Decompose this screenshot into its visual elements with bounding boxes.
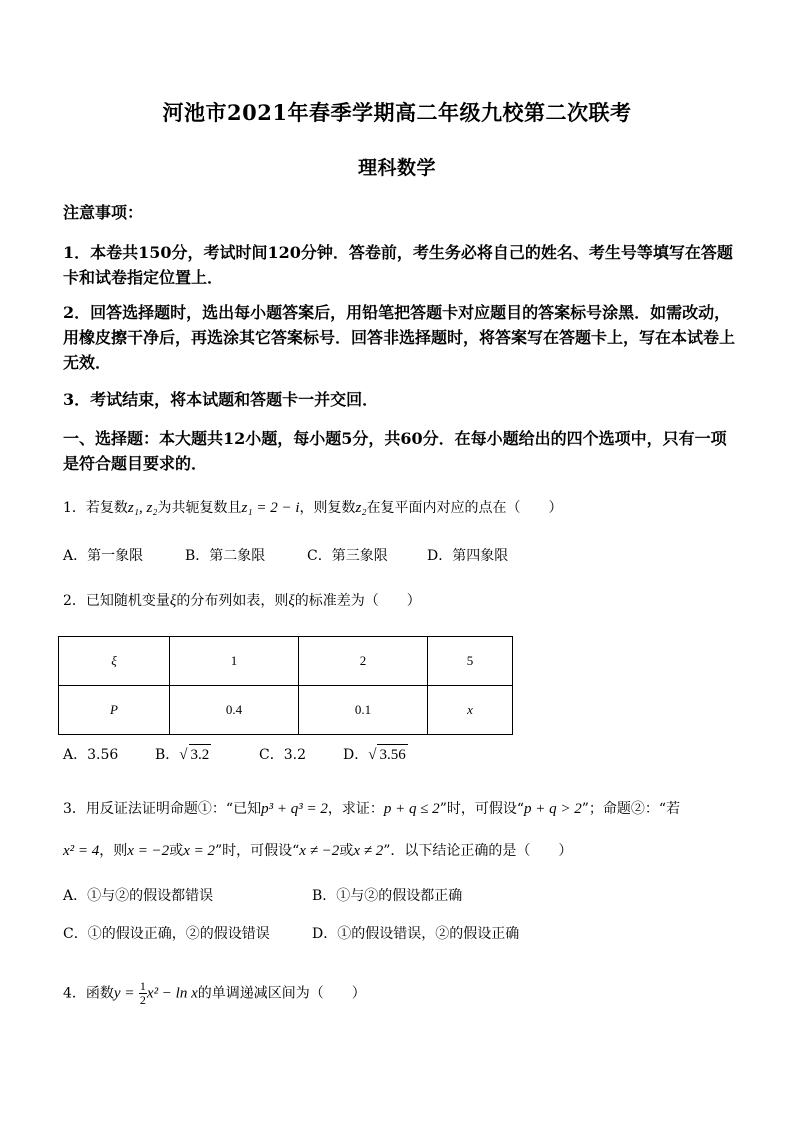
q3-math: p³ + q³ = 2 bbox=[261, 801, 328, 817]
q1-vars: z₁, z₂ bbox=[127, 500, 158, 516]
q1-mid2: ，则复数 bbox=[299, 500, 356, 516]
q1-equation: z₁ = 2 − i bbox=[241, 500, 300, 516]
q4-denominator: 2 bbox=[139, 993, 146, 1007]
exam-subject: 理科数学 bbox=[357, 157, 436, 179]
q3-text: 或 bbox=[339, 843, 354, 859]
table-cell: ξ bbox=[59, 637, 170, 686]
q2-option-a: A．3.56 bbox=[63, 747, 119, 763]
table-cell: 0.1 bbox=[299, 686, 428, 735]
table-cell: 0.4 bbox=[170, 686, 299, 735]
question-2-options bbox=[63, 744, 408, 765]
q3-math: p + q ≤ 2 bbox=[383, 801, 440, 817]
q4-y: y = bbox=[113, 985, 135, 1002]
q3-math: x ≠ −2 bbox=[299, 843, 340, 859]
exam-title: 河池市2021年春季学期高二年级九校第二次联考 bbox=[162, 100, 632, 125]
q2-option-d-radicand: 3.56 bbox=[377, 744, 407, 765]
q3-math: x² = 4 bbox=[63, 843, 100, 859]
q2-option-c: C．3.2 bbox=[259, 747, 306, 763]
q3-option-d: D．①的假设错误，②的假设正确 bbox=[312, 926, 520, 942]
q3-math: x ≠ 2 bbox=[353, 843, 384, 859]
q4-expression: x² − ln x bbox=[146, 985, 198, 1002]
distribution-table bbox=[58, 636, 513, 735]
q1-suffix: 在复平面内对应的点在（ ） bbox=[366, 500, 563, 516]
q3-text: ”时，可假设“ bbox=[214, 843, 300, 859]
table-cell: x bbox=[428, 686, 513, 735]
q3-text: ”．以下结论正确的是（ ） bbox=[383, 843, 573, 859]
q3-text: ”；命题②：“若 bbox=[581, 801, 681, 817]
q2-xi-2: ξ bbox=[288, 593, 295, 609]
notice-1: 1．本卷共150分，考试时间120分钟．答卷前，考生务必将自己的姓名、考生号等填写在答题卡和试卷指定位置上． bbox=[63, 243, 733, 287]
q2-stem-c: 的标准差为（ ） bbox=[294, 593, 421, 609]
table-row bbox=[59, 637, 513, 686]
q3-text: ，求证： bbox=[327, 801, 384, 817]
question-3-line-1 bbox=[63, 799, 743, 819]
notice-3: 3．考试结束，将本试题和答题卡一并交回． bbox=[63, 390, 379, 409]
q3-math: x = 2 bbox=[183, 843, 215, 859]
q3-option-b: B．①与②的假设都正确 bbox=[312, 888, 463, 904]
q3-text: 3．用反证法证明命题①：“已知 bbox=[63, 801, 262, 817]
q2-stem-b: 的分布列如表，则 bbox=[176, 593, 289, 609]
q3-text: ，则 bbox=[99, 843, 128, 859]
question-3-line-2 bbox=[63, 841, 743, 861]
table-cell: 1 bbox=[170, 637, 299, 686]
question-3-options-row-2 bbox=[63, 924, 519, 944]
sqrt-icon: √ bbox=[368, 747, 377, 763]
q3-option-c: C．①的假设正确，②的假设错误 bbox=[63, 926, 270, 942]
q2-stem-a: 2．已知随机变量 bbox=[63, 593, 170, 609]
q3-math: x = −2 bbox=[127, 843, 170, 859]
q2-option-b bbox=[155, 744, 259, 765]
question-3-options-row-1 bbox=[63, 886, 462, 906]
q3-text: ”时，可假设“ bbox=[439, 801, 525, 817]
q1-option-d: D．第四象限 bbox=[427, 548, 509, 564]
q1-option-a: A．第一象限 bbox=[63, 548, 144, 564]
q3-text: 或 bbox=[169, 843, 184, 859]
question-2-stem bbox=[63, 591, 743, 611]
table-cell: 2 bbox=[299, 637, 428, 686]
question-1-options bbox=[63, 546, 508, 566]
q4-prefix: 4．函数 bbox=[63, 985, 114, 1002]
q3-option-a: A．①与②的假设都错误 bbox=[63, 888, 214, 904]
q2-option-b-radicand: 3.2 bbox=[189, 744, 212, 765]
q2-option-d-label: D． bbox=[343, 747, 369, 763]
q2-option-d bbox=[343, 744, 408, 765]
q1-mid: 为共轭复数且 bbox=[157, 500, 242, 516]
q2-option-b-label: B． bbox=[155, 747, 180, 763]
table-cell: P bbox=[59, 686, 170, 735]
notice-2: 2．回答选择题时，选出每小题答案后，用铅笔把答题卡对应题目的答案标号涂黑．如需改动，用橡皮擦干净后，再选涂其它答案标号．回答非选择题时，将答案写在答题卡上，写在本试卷上无效． bbox=[63, 303, 736, 372]
q4-numerator: 1 bbox=[139, 979, 146, 993]
question-1-stem bbox=[63, 498, 743, 518]
section-1-heading: 一、选择题：本大题共12小题，每小题5分，共60分．在每小题给出的四个选项中，只有一项是符合题目要求的． bbox=[63, 429, 727, 473]
sqrt-icon: √ bbox=[179, 747, 188, 763]
q4-suffix: 的单调递减区间为（ ） bbox=[197, 985, 366, 1002]
table-row bbox=[59, 686, 513, 735]
question-4-stem bbox=[63, 980, 743, 1007]
table-cell: 5 bbox=[428, 637, 513, 686]
notice-heading: 注意事项： bbox=[63, 203, 144, 222]
q1-option-c: C．第三象限 bbox=[307, 548, 388, 564]
q4-fraction bbox=[139, 980, 147, 1007]
q1-option-b: B．第二象限 bbox=[185, 548, 266, 564]
q3-math: p + q > 2 bbox=[524, 801, 582, 817]
q1-prefix: 1．若复数 bbox=[63, 500, 128, 516]
q1-var2: z₂ bbox=[355, 500, 367, 516]
q2-xi: ξ bbox=[169, 593, 177, 609]
